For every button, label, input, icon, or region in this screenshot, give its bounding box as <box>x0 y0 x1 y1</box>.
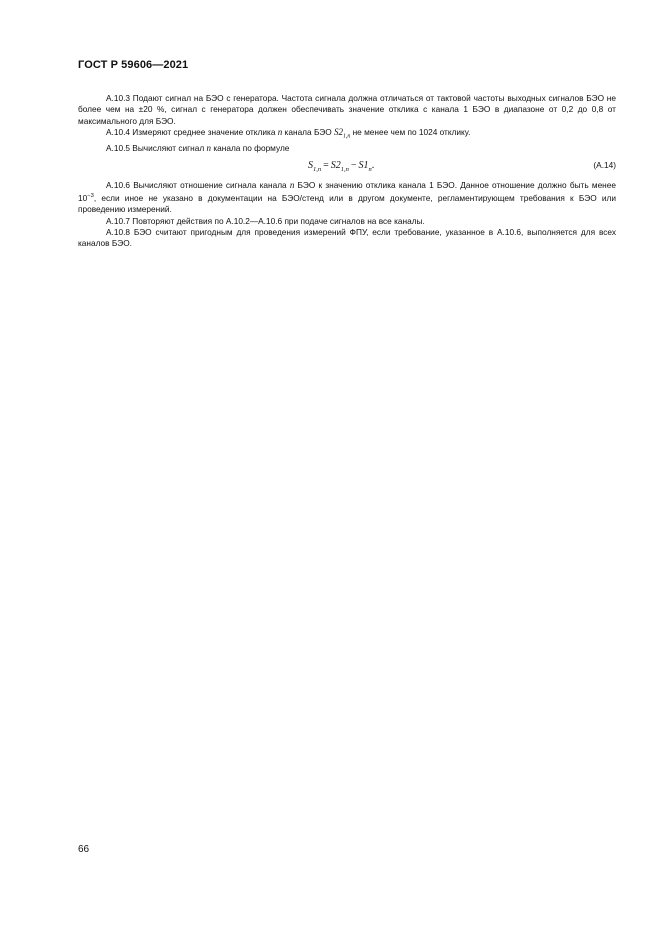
document-body <box>78 93 616 250</box>
response-symbol: S2 <box>334 127 344 138</box>
formula-term-1: S2 <box>330 159 341 171</box>
paragraph-a10-6-end: , если иное не указано в документации на БЭО/стенд или в другом документе, регламентирующем требования к БЭО или проведению измерений. <box>78 192 616 215</box>
paragraph-a10-8: А.10.8 БЭО считают пригодным для проведения измерений ФПУ, если требование, указанное в А.10.6, выполняется для всех каналов БЭО. <box>78 227 616 249</box>
paragraph-a10-7: А.10.7 Повторяют действия по А.10.2—А.10.6 при подаче сигналов на все каналы. <box>106 215 425 226</box>
channel-symbol: n <box>277 127 283 138</box>
page-number: 66 <box>78 844 90 855</box>
paragraph-a10-3: А.10.3 Подают сигнал на БЭО с генератора. Частота сигнала должна отличаться от тактовой частоты выходных сигналов БЭО не более чем на ±20 %, сигнал с генератора должен обеспечивать значение отклика с канала 1 БЭО в диапазоне от 0,2 до 0,8 от максимального для БЭО. <box>78 93 616 126</box>
paragraph-a10-4-end: не менее чем по 1024 отклику. <box>350 127 471 138</box>
formula-minus: − <box>350 159 357 171</box>
paragraph-a10-4 <box>78 127 616 143</box>
document-title: ГОСТ Р 59606—2021 <box>78 59 189 71</box>
paragraph-a10-5 <box>78 143 616 154</box>
formula-lhs: S <box>308 159 313 171</box>
channel-symbol: n <box>206 143 212 154</box>
formula-term-1-subscript: 1,n <box>340 165 349 173</box>
formula-a14 <box>78 155 616 180</box>
formula-term-2: S1 <box>358 159 369 171</box>
exponent: −3 <box>87 193 94 200</box>
paragraph-a10-5-start: А.10.5 Вычисляют сигнал <box>106 143 207 154</box>
paragraph-a10-6 <box>78 180 616 216</box>
paragraph-a10-4-mid: канала БЭО <box>282 127 335 138</box>
formula-expression <box>308 160 374 175</box>
formula-lhs-subscript: 1,n <box>313 165 322 173</box>
formula-equals: = <box>323 159 329 171</box>
formula-term-2-subscript: n <box>368 165 372 173</box>
response-subscript: 1,n <box>343 133 351 140</box>
paragraph-a10-5-end: канала по формуле <box>211 143 290 154</box>
formula-tail: . <box>371 159 375 171</box>
paragraph-a10-6-mid: БЭО к значению отклика канала 1 БЭО. Данное отношение должно быть менее 10 <box>78 179 616 203</box>
paragraph-a10-6-start: А.10.6 Вычисляют отношение сигнала канала <box>106 179 290 190</box>
equation-number: (А.14) <box>593 159 616 170</box>
paragraph-a10-4-start: А.10.4 Измеряют среднее значение отклика <box>106 127 278 138</box>
channel-symbol: n <box>289 179 295 190</box>
